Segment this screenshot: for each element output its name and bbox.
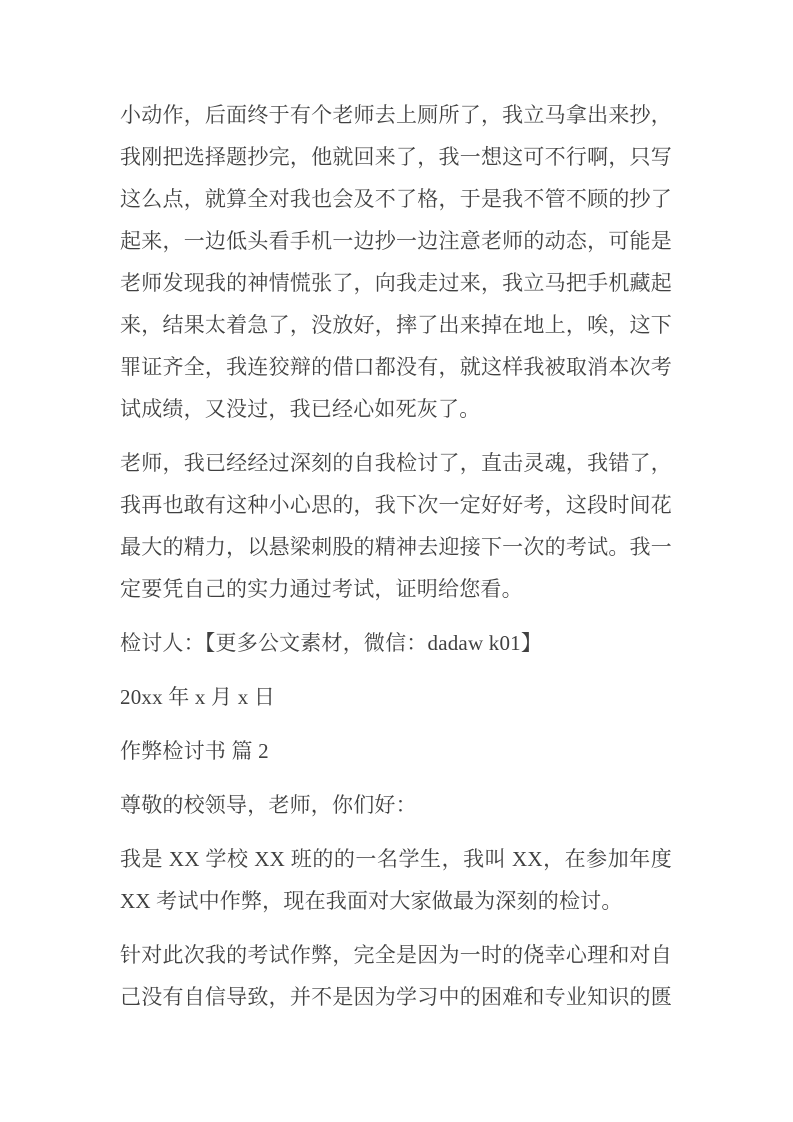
- body-paragraph-introduction: 我是 XX 学校 XX 班的的一名学生，我叫 XX，在参加年度 XX 考试中作弊，现在我面对大家做最为深刻的检讨。: [120, 847, 672, 913]
- body-paragraph-reason-truncated: 针对此次我的考试作弊，完全是因为一时的侥幸心理和对自己没有自信导致，并不是因为学习中的困难和专业知识的匮: [120, 943, 672, 1009]
- salutation-line: 尊敬的校领导，老师，你们好：: [120, 793, 417, 817]
- date-line: 20xx 年 x 月 x 日: [120, 685, 276, 709]
- body-paragraph-confession: 小动作，后面终于有个老师去上厕所了，我立马拿出来抄，我刚把选择题抄完，他就回来了，我一想这可不行啊，只写这么点，就算全对我也会及不了格，于是我不管不顾的抄了起来，一边低头看手机一边抄一边注意老师的动态，可能是老师发现我的神情慌张了，向我走过来，我立马把手机藏起来，结果太着急了，没放好，摔了出来掉在地上，唉，这下罪证齐全，我连狡辩的借口都没有，就这样我被取消本次考试成绩，又没过，我已经心如死灰了。: [120, 103, 672, 421]
- body-paragraph-apology: 老师，我已经经过深刻的自我检讨了，直击灵魂，我错了，我再也敢有这种小心思的，我下次一定好好考，这段时间花最大的精力，以悬梁刺股的精神去迎接下一次的考试。我一定要凭自己的实力通过考试，证明给您看。: [120, 451, 672, 601]
- signature-line: 检讨人：【更多公文素材，微信：dadaw k01】: [120, 631, 543, 655]
- section-heading: 作弊检讨书 篇 2: [120, 739, 269, 763]
